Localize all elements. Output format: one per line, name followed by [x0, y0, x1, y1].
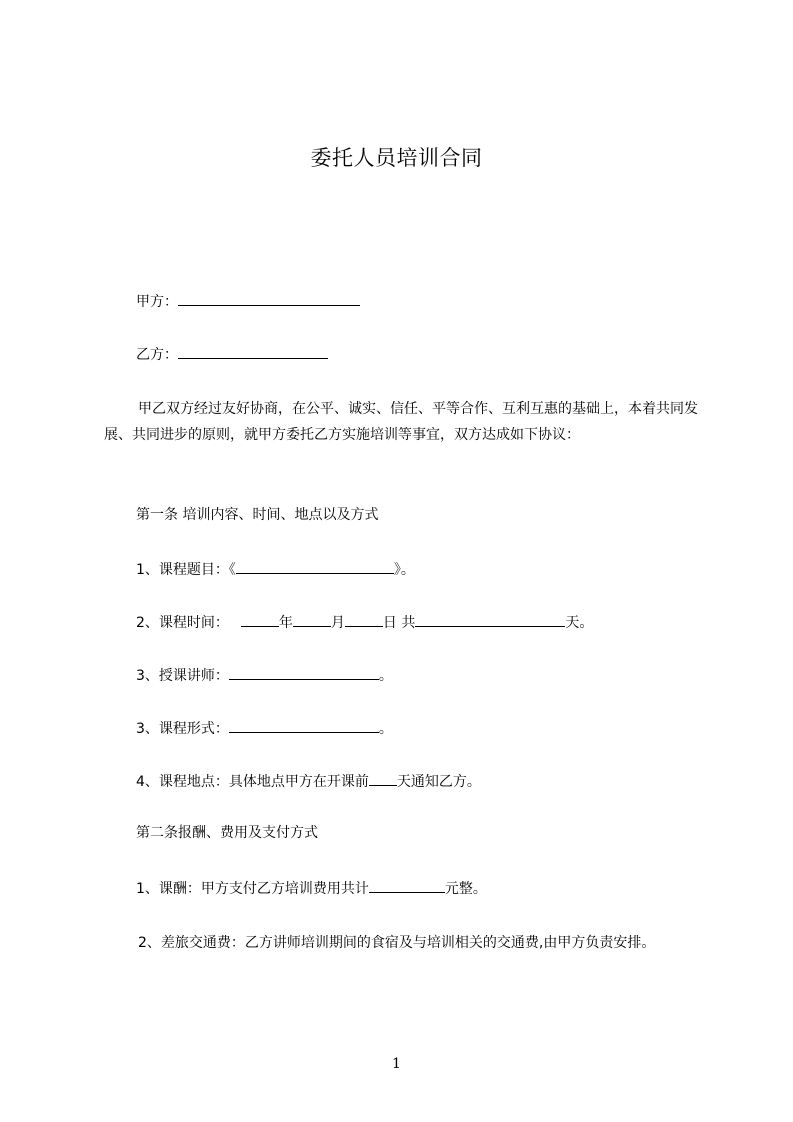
day-blank: [345, 611, 383, 627]
location-line: [136, 770, 481, 792]
course-title-prefix: 1、课程题目：《: [136, 562, 236, 578]
fee-blank: [369, 877, 445, 893]
course-time-prefix: 2、课程时间：: [136, 615, 229, 631]
lecturer-prefix: 3、授课讲师：: [136, 668, 229, 684]
lecturer-line: [136, 664, 393, 686]
intro-paragraph: 甲乙双方经过友好协商，在公平、诚实、信任、平等合作、互利互惠的基础上，本着共同发展、共同进步的原则，就甲方委托乙方实施培训等事宜，双方达成如下协议：: [104, 401, 698, 443]
party-a-line: [136, 290, 360, 312]
day-label: 日 共: [382, 615, 416, 631]
month-blank: [293, 611, 331, 627]
location-suffix: 天通知乙方。: [396, 774, 481, 790]
year-blank: [241, 611, 279, 627]
document-title: 委托人员培训合同: [310, 146, 483, 170]
days-blank: [415, 611, 565, 627]
month-label: 月: [330, 615, 345, 631]
lecturer-blank: [229, 664, 379, 680]
party-b-label: 乙方：: [136, 347, 178, 363]
course-title-line: [136, 558, 415, 580]
fee-suffix: 元整。: [444, 881, 487, 897]
party-b-line: [136, 343, 328, 365]
page-number: 1: [392, 1056, 401, 1072]
party-a-label: 甲方：: [136, 294, 178, 310]
travel-paragraph: 2、差旅交通费：乙方讲师培训期间的食宿及与培训相关的交通费,由甲方负责安排。: [138, 935, 656, 951]
format-line: [136, 717, 393, 739]
party-a-blank: [178, 290, 360, 306]
year-label: 年: [278, 615, 293, 631]
course-time-line: [136, 611, 593, 633]
lecturer-suffix: 。: [378, 668, 393, 684]
location-blank: [369, 770, 397, 786]
days-label: 天。: [565, 615, 594, 631]
article1-heading: 第一条 培训内容、时间、地点以及方式: [136, 507, 379, 523]
party-b-blank: [178, 343, 328, 359]
format-suffix: 。: [378, 721, 393, 737]
format-prefix: 3、课程形式：: [136, 721, 229, 737]
location-prefix: 4、课程地点：具体地点甲方在开课前: [136, 774, 369, 790]
format-blank: [229, 717, 379, 733]
fee-prefix: 1、课酬：甲方支付乙方培训费用共计: [136, 881, 369, 897]
article2-heading: 第二条报酬、费用及支付方式: [136, 825, 318, 841]
course-title-suffix: 》。: [393, 562, 415, 578]
course-title-blank: [236, 558, 394, 574]
fee-line: [136, 877, 487, 899]
